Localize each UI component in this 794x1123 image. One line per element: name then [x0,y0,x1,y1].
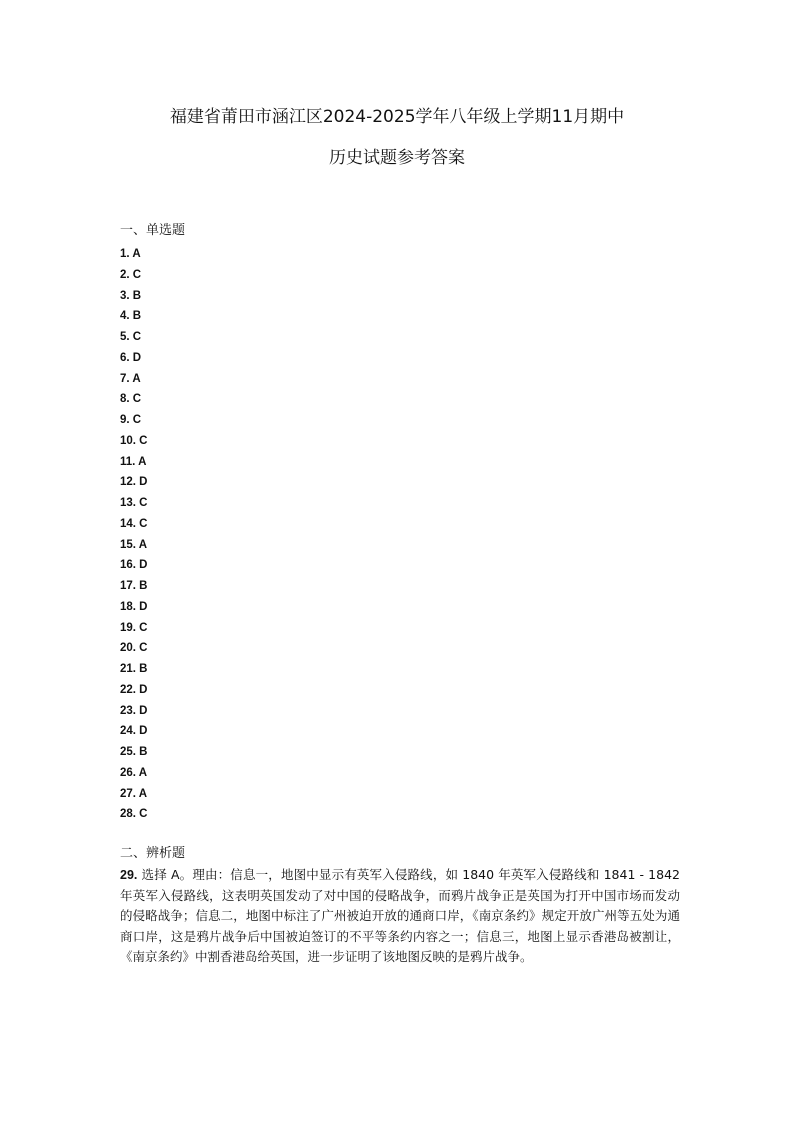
answer-item: 4. B [120,310,142,323]
answer-item: 2. C [120,268,142,281]
answer-list [120,244,148,825]
answer-item: 27. A [120,787,148,800]
answer-item: 19. C [120,621,148,634]
answer-item: 18. D [120,600,148,613]
answer-item: 9. C [120,414,142,426]
section-heading-analysis: 二、辨析题 [120,846,186,861]
answer-item: 21. B [120,663,148,675]
answer-item: 25. B [120,746,148,758]
answer-item: 16. D [120,559,148,572]
answer-item: 3. B [120,289,142,302]
answer-item: 28. C [120,808,148,821]
answer-item: 17. B [120,580,148,592]
answer-item: 26. A [120,766,148,779]
answer-item: 20. C [120,642,148,655]
document-title-line-2: 历史试题参考答案 [329,148,465,168]
answer-item: 23. D [120,704,148,717]
document-title-line-1: 福建省莆田市涵江区2024-2025学年八年级上学期11月期中 [169,107,625,127]
answer-item: 14. C [120,517,148,530]
answer-item: 15. A [120,538,148,551]
section-heading-single-choice: 一、单选题 [120,223,186,238]
answer-item: 10. C [120,434,148,447]
answer-item: 5. C [120,331,142,343]
answer-item: 12. D [120,476,148,489]
analysis-answer-29 [120,865,680,968]
answer-item: 1. A [120,248,141,260]
analysis-text: 选择 A。理由：信息一，地图中显示有英军入侵路线，如 1840 年英军入侵路线和 1841 - 1842 年英军入侵路线，这表明英国发动了对中国的侵略战争，而鸦片战争正是英国为打开中国市场而发动的侵略战争；信息二，地图中标注了广州被迫开放的通商口岸，《南京条约》规定开放广州等五处为通商口岸，这是鸦片战争后中国被迫签订的不平等条约内容之一；信息三，地图上显示香港岛被割让，《南京条约》中割香港岛给英国，进一步证明了该地图反映的是鸦片战争。 [120,867,680,965]
answer-item: 24. D [120,725,148,738]
answer-item: 11. A [120,455,147,468]
answer-item: 6. D [120,351,142,364]
answer-item: 7. A [120,372,141,385]
answer-item: 8. C [120,393,142,406]
answer-item: 13. C [120,497,148,509]
answer-item: 22. D [120,683,148,696]
question-number: 29. [120,868,138,882]
